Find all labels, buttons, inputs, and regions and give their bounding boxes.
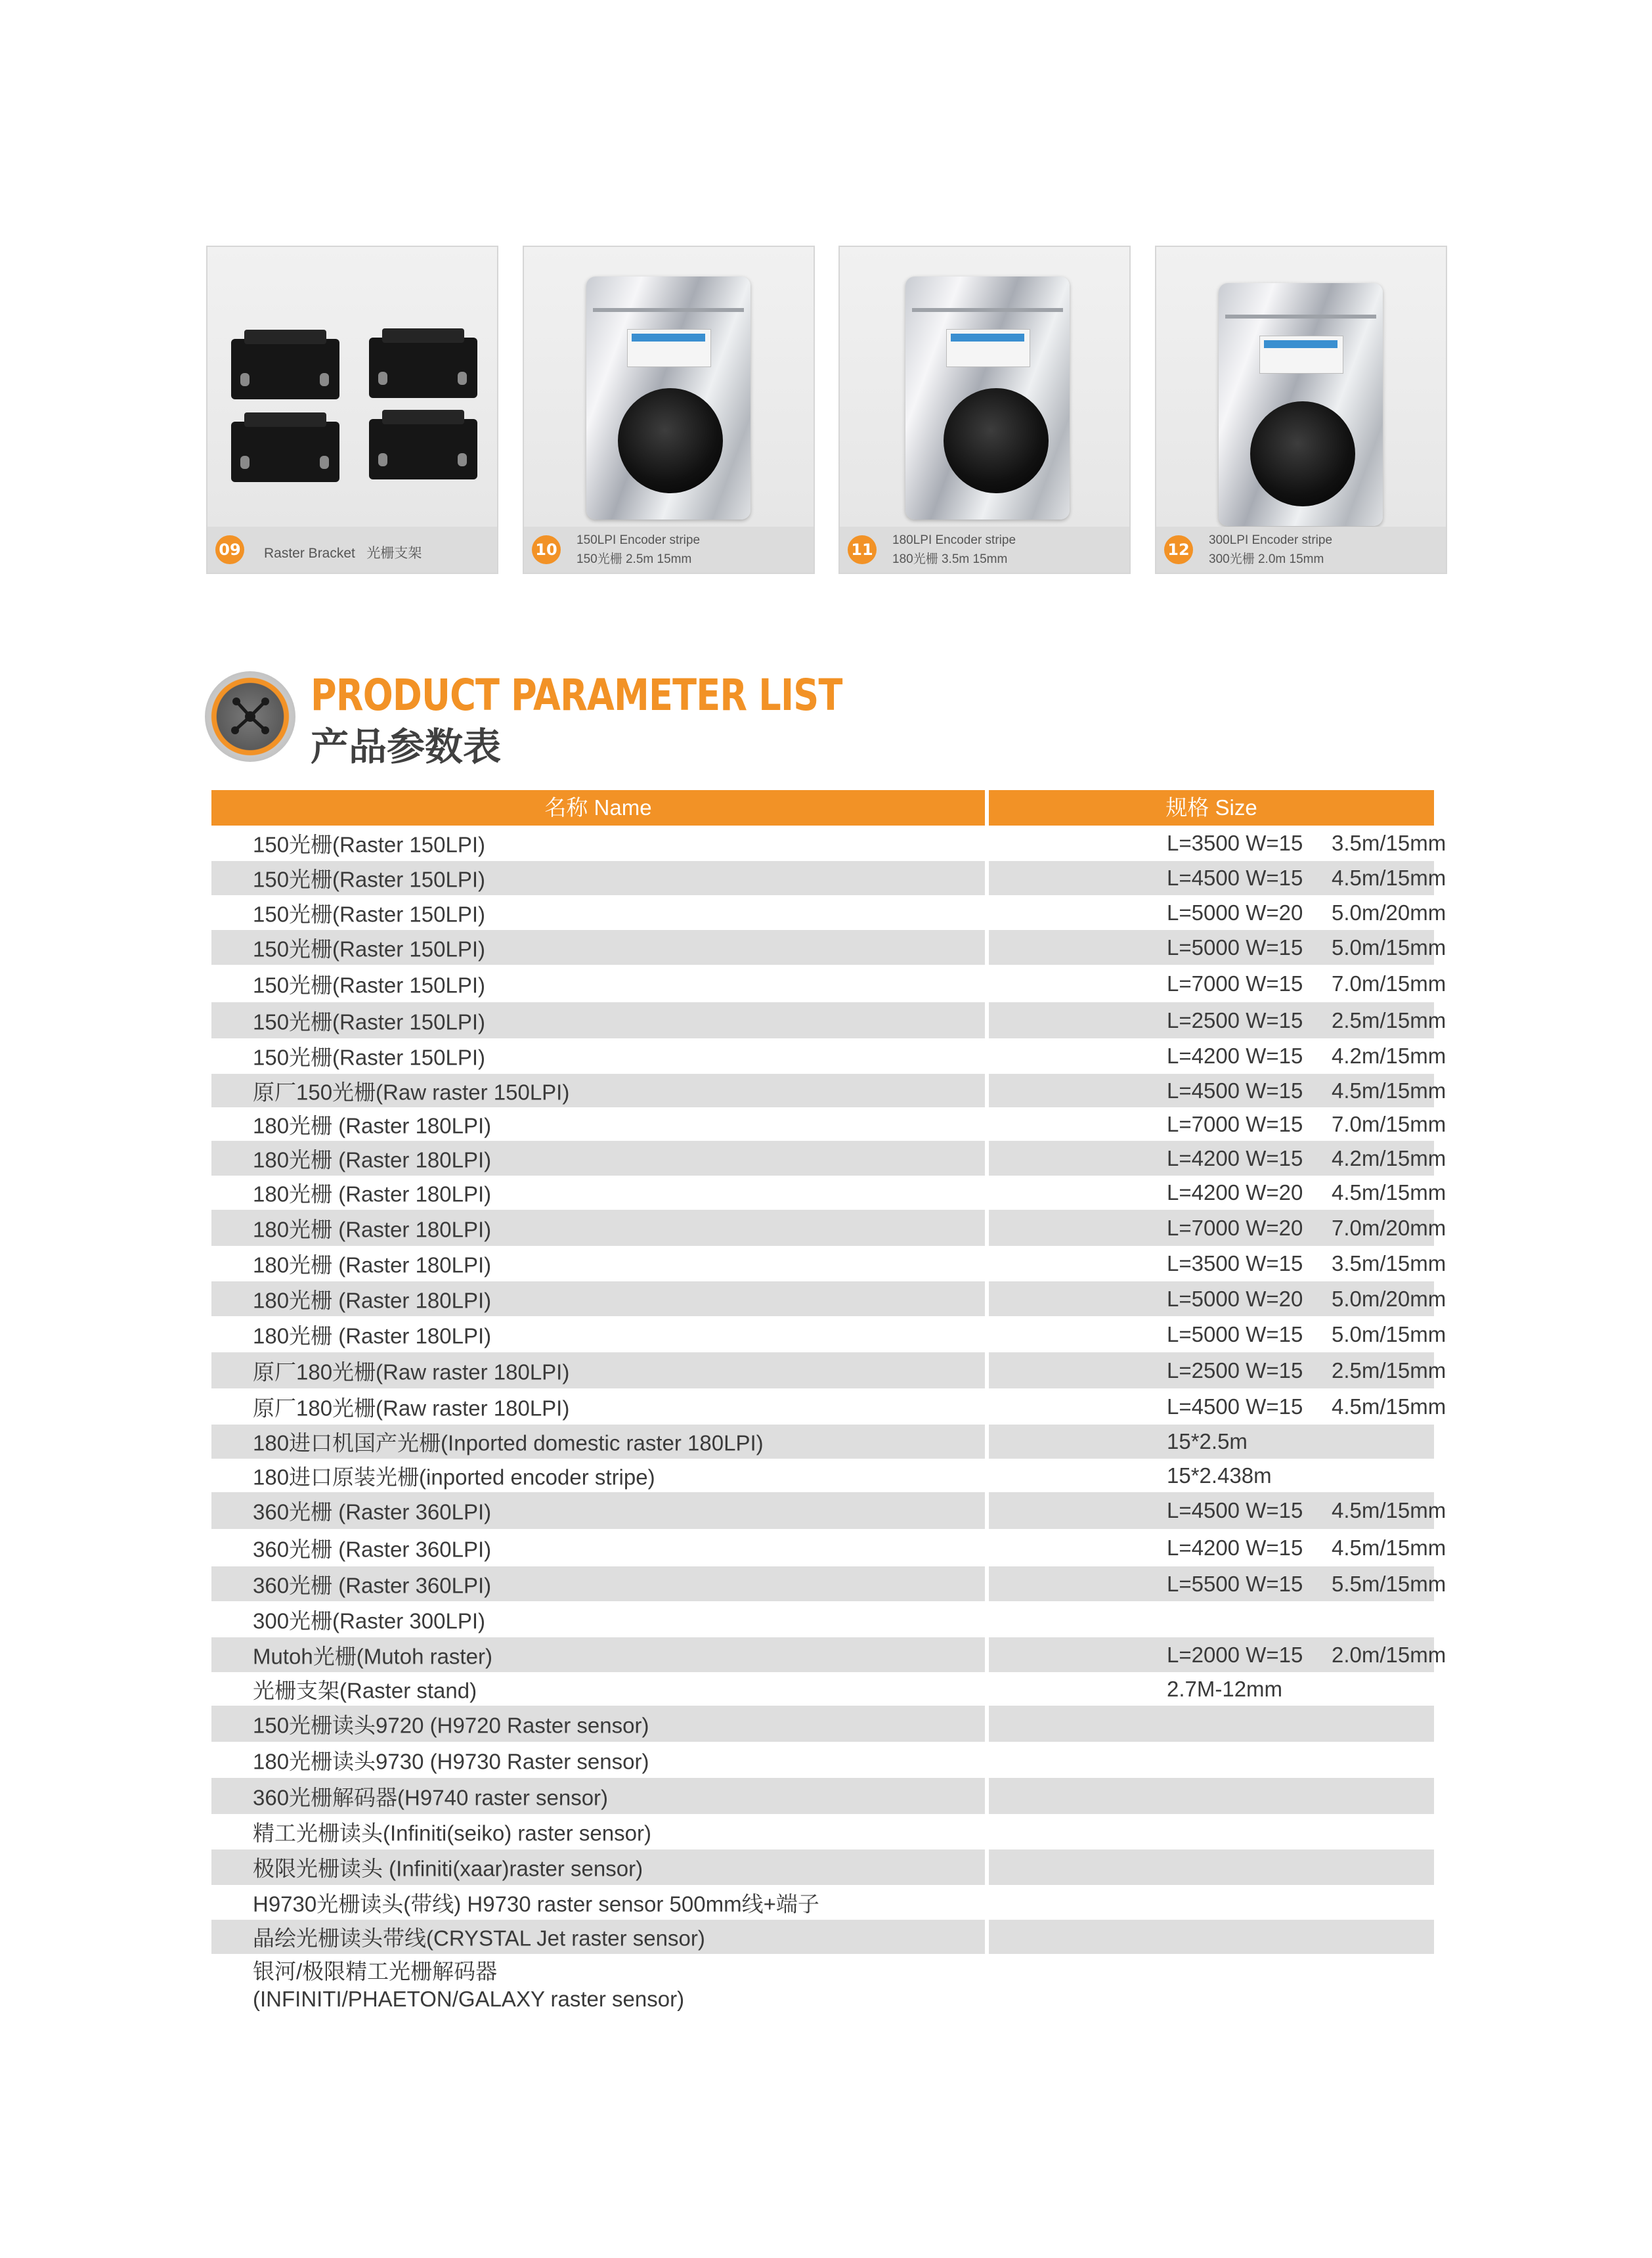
table-row — [211, 1920, 1434, 1954]
size-value: 3.5m/15mm — [1332, 831, 1446, 855]
item-name: H9730光栅读头(带线) H9730 raster sensor 500mm线+端子 — [253, 1892, 819, 1916]
table-row — [211, 1566, 1446, 1601]
size-value: 2.0m/15mm — [1332, 1642, 1446, 1667]
cell-size — [989, 1601, 1434, 1637]
dimension: L=4200 W=20 — [1167, 1180, 1303, 1205]
cell-size — [989, 1849, 1434, 1885]
dimension: L=5000 W=20 — [1167, 900, 1303, 925]
caption-cn: 光栅支架 — [366, 546, 422, 561]
cell-size — [989, 965, 1446, 1002]
cell-name — [211, 1281, 985, 1316]
cell-name — [211, 1601, 985, 1637]
cell-size — [989, 1210, 1446, 1246]
bracket-shape — [369, 419, 477, 479]
table-row — [211, 1492, 1446, 1529]
item-name: 原厂180光栅(Raw raster 180LPI) — [253, 1360, 570, 1384]
table-row — [211, 1107, 1446, 1141]
cell-name — [211, 1885, 985, 1920]
cell-name — [211, 1246, 985, 1281]
network-emblem-icon — [205, 671, 295, 762]
table-row — [211, 1074, 1446, 1107]
size-value: 4.2m/15mm — [1332, 1044, 1446, 1068]
cell-name — [211, 1706, 985, 1742]
cell-size — [989, 1778, 1434, 1814]
table-row — [211, 1814, 1434, 1849]
cell-size — [989, 1459, 1434, 1492]
size-value: 2.5m/15mm — [1332, 1007, 1446, 1032]
cell-name — [211, 1038, 985, 1074]
item-name — [253, 1958, 684, 2013]
item-name: 180光栅 (Raster 180LPI) — [253, 1288, 492, 1312]
product-card-12 — [1155, 246, 1447, 574]
parameter-table — [211, 790, 1446, 2017]
dimension: L=3500 W=15 — [1167, 1251, 1303, 1275]
item-name: 180进口机国产光栅(Inported domestic raster 180LPI) — [253, 1430, 764, 1455]
cell-name — [211, 1920, 985, 1954]
table-row — [211, 1002, 1446, 1038]
table-header — [211, 790, 1434, 826]
size-value: 2.5m/15mm — [1332, 1358, 1446, 1383]
table-row — [211, 1529, 1446, 1566]
cell-name — [211, 1672, 985, 1706]
product-number-badge: 11 — [848, 535, 877, 564]
cell-name — [211, 1849, 985, 1885]
bracket-shape — [231, 339, 339, 399]
cell-size — [989, 930, 1446, 965]
cell-name — [211, 965, 985, 1002]
product-caption — [1156, 527, 1446, 573]
dimension: L=5000 W=20 — [1167, 1286, 1303, 1311]
dimension: L=3500 W=15 — [1167, 831, 1303, 855]
bracket-shape — [231, 422, 339, 482]
encoder-stripe-photo — [524, 247, 814, 529]
item-name: 180光栅 (Raster 180LPI) — [253, 1182, 492, 1206]
item-name: 180进口原装光栅(inported encoder stripe) — [253, 1465, 655, 1489]
dimension: L=4500 W=15 — [1167, 1394, 1303, 1419]
item-name: 原厂180光栅(Raw raster 180LPI) — [253, 1396, 570, 1420]
cell-name — [211, 826, 985, 861]
size-value: 5.5m/15mm — [1332, 1571, 1446, 1596]
table-row — [211, 1954, 1434, 2017]
header-size: 规格 Size — [989, 790, 1434, 826]
size-value: 2.7M-12mm — [1167, 1676, 1283, 1701]
dimension: L=5000 W=15 — [1167, 1321, 1303, 1346]
table-row — [211, 1176, 1446, 1210]
cell-name — [211, 1141, 985, 1176]
cell-size — [989, 1672, 1434, 1706]
table-row — [211, 1706, 1434, 1742]
cell-size — [989, 1529, 1446, 1566]
item-name: 180光栅读头9730 (H9730 Raster sensor) — [253, 1749, 649, 1773]
size-value: 15*2.438m — [1167, 1463, 1272, 1488]
cell-name — [211, 1529, 985, 1566]
dimension: L=4200 W=15 — [1167, 1535, 1303, 1560]
raster-bracket-photo — [207, 247, 497, 529]
caption-line1: 300LPI Encoder stripe — [1209, 533, 1333, 547]
item-name: 150光栅(Raster 150LPI) — [253, 867, 485, 892]
dimension: L=5500 W=15 — [1167, 1571, 1303, 1596]
caption-line2: 180光栅 3.5m 15mm — [892, 552, 1008, 566]
item-name: Mutoh光栅(Mutoh raster) — [253, 1644, 492, 1668]
cell-size — [989, 1141, 1446, 1176]
item-name: 晶绘光栅读头带线(CRYSTAL Jet raster sensor) — [253, 1926, 705, 1951]
cell-name — [211, 1459, 985, 1492]
cell-name — [211, 930, 985, 965]
table-row — [211, 861, 1446, 895]
cell-size — [989, 1425, 1434, 1459]
section-title-en: PRODUCT PARAMETER LIST — [311, 670, 842, 720]
caption-line2: 150光栅 2.5m 15mm — [576, 552, 692, 566]
item-name: 150光栅(Raster 150LPI) — [253, 902, 485, 926]
caption-line1: 150LPI Encoder stripe — [576, 533, 701, 547]
section-title-cn: 产品参数表 — [311, 726, 502, 768]
caption-line2: 300光栅 2.0m 15mm — [1209, 552, 1324, 566]
cell-name — [211, 1954, 985, 2017]
item-name: 360光栅 (Raster 360LPI) — [253, 1537, 492, 1561]
product-number-badge: 09 — [215, 535, 244, 564]
table-row — [211, 826, 1446, 861]
size-value: 4.5m/15mm — [1332, 866, 1446, 890]
cell-name — [211, 861, 985, 895]
cell-size — [989, 1074, 1446, 1107]
dimension: L=7000 W=15 — [1167, 971, 1303, 996]
table-row — [211, 930, 1446, 965]
cell-name — [211, 1002, 985, 1038]
item-name: 360光栅 (Raster 360LPI) — [253, 1573, 492, 1597]
cell-size — [989, 1107, 1446, 1141]
dimension: L=4500 W=15 — [1167, 1498, 1303, 1522]
cell-size — [989, 826, 1446, 861]
cell-name — [211, 1107, 985, 1141]
cell-name — [211, 895, 985, 930]
item-name: 150光栅(Raster 150LPI) — [253, 1009, 485, 1034]
table-row — [211, 1316, 1446, 1352]
cell-size — [989, 861, 1446, 895]
dimension: L=2500 W=15 — [1167, 1358, 1303, 1383]
table-row — [211, 1849, 1434, 1885]
item-name: 180光栅 (Raster 180LPI) — [253, 1113, 492, 1138]
product-number-badge: 10 — [532, 535, 561, 564]
encoder-bag — [1219, 283, 1383, 526]
cell-size — [989, 1920, 1434, 1954]
size-value: 15*2.5m — [1167, 1429, 1248, 1453]
table-row — [211, 1281, 1446, 1316]
size-value: 5.0m/20mm — [1332, 1286, 1446, 1311]
size-value: 7.0m/20mm — [1332, 1215, 1446, 1240]
table-row — [211, 1210, 1446, 1246]
cell-size — [989, 1352, 1446, 1388]
product-card-10 — [523, 246, 815, 574]
cell-name — [211, 1388, 985, 1425]
table-row — [211, 1038, 1446, 1074]
cell-size — [989, 1176, 1446, 1210]
product-number-badge: 12 — [1164, 535, 1193, 564]
cell-size — [989, 1492, 1446, 1529]
cell-name — [211, 1742, 985, 1778]
size-value: 5.0m/15mm — [1332, 1321, 1446, 1346]
header-name: 名称 Name — [211, 790, 985, 826]
cell-name — [211, 1637, 985, 1672]
dimension: L=4200 W=15 — [1167, 1145, 1303, 1170]
product-caption — [524, 527, 814, 573]
size-value: 4.5m/15mm — [1332, 1078, 1446, 1103]
cell-size — [989, 1246, 1446, 1281]
product-caption — [207, 527, 497, 573]
cell-size — [989, 1814, 1434, 1849]
size-value: 4.5m/15mm — [1332, 1180, 1446, 1205]
size-value: 7.0m/15mm — [1332, 1111, 1446, 1136]
size-value: 5.0m/20mm — [1332, 900, 1446, 925]
caption-line1: 180LPI Encoder stripe — [892, 533, 1016, 547]
cell-size — [989, 895, 1446, 930]
item-name: 150光栅(Raster 150LPI) — [253, 937, 485, 961]
size-value: 4.5m/15mm — [1332, 1535, 1446, 1560]
dimension: L=5000 W=15 — [1167, 935, 1303, 960]
size-value: 7.0m/15mm — [1332, 971, 1446, 996]
item-name-line2: (INFINITI/PHAETON/GALAXY raster sensor) — [253, 1987, 685, 2011]
cell-name — [211, 1778, 985, 1814]
cell-name — [211, 1566, 985, 1601]
dimension: L=4500 W=15 — [1167, 866, 1303, 890]
product-cards — [206, 246, 1434, 574]
dimension: L=2500 W=15 — [1167, 1007, 1303, 1032]
dimension: L=2000 W=15 — [1167, 1642, 1303, 1667]
item-name: 极限光栅读头 (Infiniti(xaar)raster sensor) — [253, 1856, 643, 1881]
table-row — [211, 1885, 1434, 1920]
table-row — [211, 895, 1446, 930]
item-name: 360光栅 (Raster 360LPI) — [253, 1499, 492, 1524]
encoder-stripe-photo — [1156, 247, 1446, 529]
table-row — [211, 1459, 1434, 1492]
cell-name — [211, 1814, 985, 1849]
table-row — [211, 1425, 1434, 1459]
table-row — [211, 1637, 1446, 1672]
caption-en: Raster Bracket — [264, 546, 355, 561]
size-value: 3.5m/15mm — [1332, 1251, 1446, 1275]
product-caption — [840, 527, 1129, 573]
cell-size — [989, 1281, 1446, 1316]
cell-name — [211, 1352, 985, 1388]
table-body — [211, 826, 1446, 2017]
item-name: 180光栅 (Raster 180LPI) — [253, 1323, 492, 1348]
cell-size — [989, 1954, 1434, 2017]
item-name: 150光栅(Raster 150LPI) — [253, 973, 485, 997]
size-value: 4.5m/15mm — [1332, 1498, 1446, 1522]
dimension: L=4500 W=15 — [1167, 1078, 1303, 1103]
cell-size — [989, 1316, 1446, 1352]
cell-size — [989, 1388, 1446, 1425]
table-row — [211, 1601, 1434, 1637]
encoder-bag — [905, 277, 1070, 520]
cell-size — [989, 1742, 1434, 1778]
cell-size — [989, 1002, 1446, 1038]
table-row — [211, 965, 1446, 1002]
size-value: 4.2m/15mm — [1332, 1145, 1446, 1170]
item-name: 180光栅 (Raster 180LPI) — [253, 1217, 492, 1241]
bracket-shape — [369, 338, 477, 398]
item-name: 360光栅解码器(H9740 raster sensor) — [253, 1785, 609, 1809]
dimension: L=7000 W=20 — [1167, 1215, 1303, 1240]
size-value: 5.0m/15mm — [1332, 935, 1446, 960]
cell-size — [989, 1038, 1446, 1074]
item-name: 光栅支架(Raster stand) — [253, 1678, 477, 1702]
table-row — [211, 1672, 1434, 1706]
table-row — [211, 1778, 1434, 1814]
dimension: L=7000 W=15 — [1167, 1111, 1303, 1136]
item-name: 150光栅读头9720 (H9720 Raster sensor) — [253, 1713, 649, 1737]
cell-size — [989, 1706, 1434, 1742]
encoder-bag — [586, 277, 750, 520]
item-name: 150光栅(Raster 150LPI) — [253, 832, 485, 857]
size-value: 4.5m/15mm — [1332, 1394, 1446, 1419]
dimension: L=4200 W=15 — [1167, 1044, 1303, 1068]
cell-name — [211, 1210, 985, 1246]
table-row — [211, 1742, 1434, 1778]
item-name: 150光栅(Raster 150LPI) — [253, 1045, 485, 1070]
encoder-stripe-photo — [840, 247, 1129, 529]
cell-name — [211, 1074, 985, 1107]
cell-size — [989, 1885, 1434, 1920]
item-name: 300光栅(Raster 300LPI) — [253, 1608, 485, 1633]
table-row — [211, 1388, 1446, 1425]
cell-name — [211, 1492, 985, 1529]
table-row — [211, 1246, 1446, 1281]
item-name-line1: 银河/极限精工光栅解码器 — [253, 1959, 498, 1983]
product-card-09 — [206, 246, 498, 574]
product-card-11 — [838, 246, 1131, 574]
cell-name — [211, 1176, 985, 1210]
item-name: 180光栅 (Raster 180LPI) — [253, 1252, 492, 1277]
item-name: 精工光栅读头(Infiniti(seiko) raster sensor) — [253, 1821, 651, 1846]
item-name: 原厂150光栅(Raw raster 150LPI) — [253, 1080, 570, 1104]
cell-name — [211, 1425, 985, 1459]
table-row — [211, 1141, 1446, 1176]
table-row — [211, 1352, 1446, 1388]
cell-size — [989, 1637, 1446, 1672]
cell-size — [989, 1566, 1446, 1601]
item-name: 180光栅 (Raster 180LPI) — [253, 1147, 492, 1172]
cell-name — [211, 1316, 985, 1352]
